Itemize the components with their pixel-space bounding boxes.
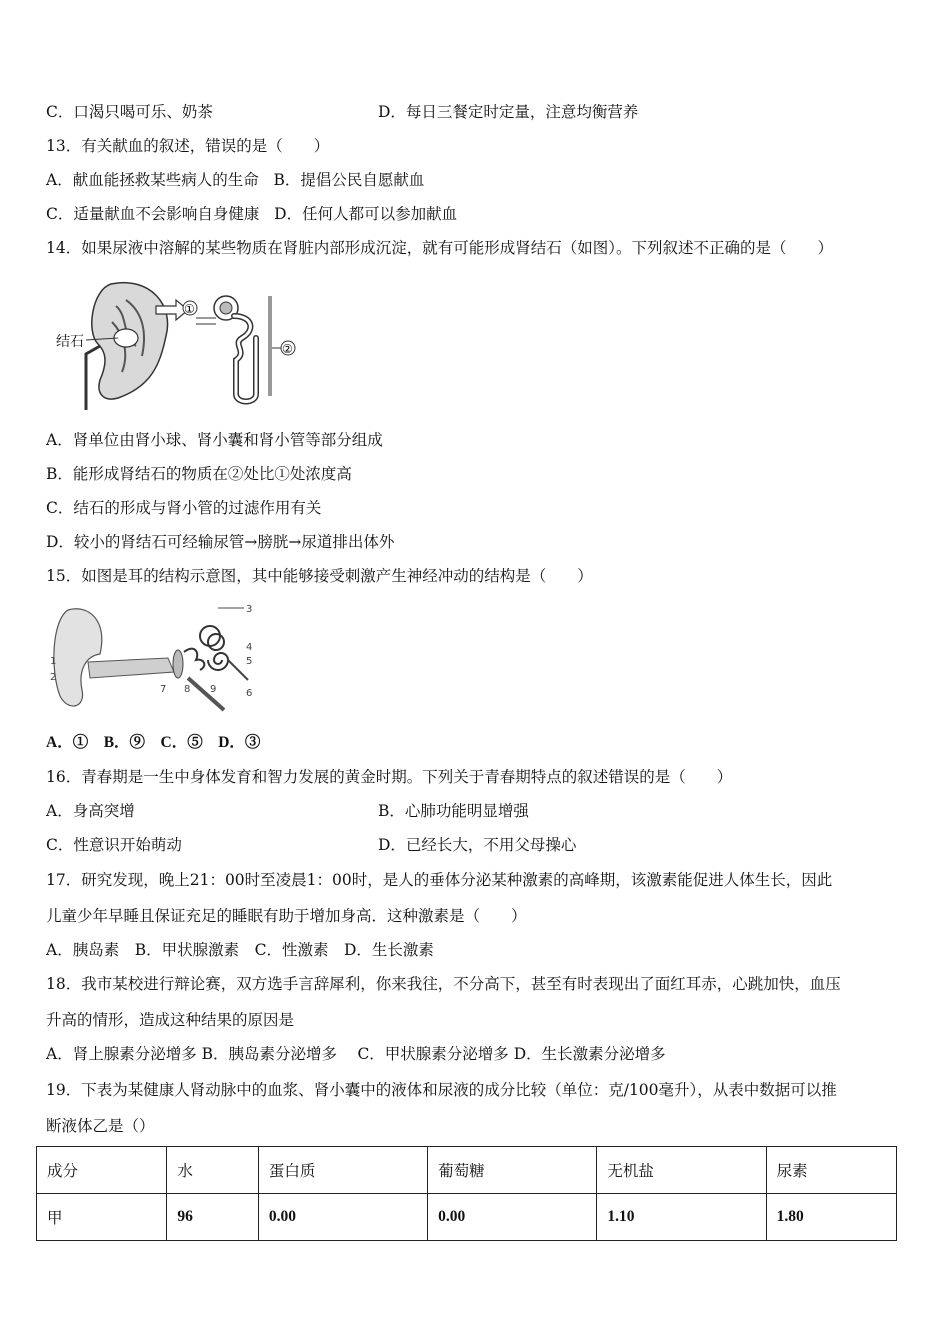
q16-option-d: D．已经长大，不用父母操心 bbox=[378, 836, 577, 854]
q12-option-c: C．口渴只喝可乐、奶茶 bbox=[46, 103, 213, 121]
cochlea bbox=[208, 653, 228, 670]
q18-options: A．肾上腺素分泌增多 B．胰岛素分泌增多 C．甲状腺素分泌增多 D．生长激素分泌增多 bbox=[46, 1045, 666, 1063]
ear-structure-figure bbox=[48, 600, 258, 716]
q16-option-row-2 bbox=[46, 835, 577, 855]
q15-options: A．① B．⑨ C．⑤ D．③ bbox=[46, 734, 261, 751]
eardrum bbox=[173, 650, 183, 678]
table-cell: 0.00 bbox=[428, 1194, 597, 1241]
q14-stem: 14．如果尿液中溶解的某些物质在肾脏内部形成沉淀，就有可能形成肾结石（如图）。下列叙述不正确的是（ ） bbox=[46, 239, 833, 257]
q17-options: A．胰岛素 B．甲状腺激素 C．性激素 D．生长激素 bbox=[46, 941, 434, 959]
q13-option-b: B．提倡公民自愿献血 bbox=[273, 171, 425, 189]
q13-option-c: C．适量献血不会影响自身健康 bbox=[46, 205, 260, 223]
table-header-cell: 水 bbox=[167, 1147, 259, 1194]
q14-option-a: A．肾单位由肾小球、肾小囊和肾小管等部分组成 bbox=[46, 431, 383, 449]
q19-stem-line-1: 19．下表为某健康人肾动脉中的血浆、肾小囊中的液体和尿液的成分比较（单位：克/100毫升），从表中数据可以推 bbox=[46, 1081, 837, 1099]
q13-option-a: A．献血能拯救某些病人的生命 bbox=[46, 171, 259, 189]
ear-label-2: 2 bbox=[50, 672, 57, 683]
q13-option-row-2 bbox=[46, 204, 457, 224]
q17-stem-line-1: 17．研究发现，晚上21：00时至凌晨1：00时，是人的垂体分泌某种激素的高峰期，该激素能促进人体生长，因此 bbox=[46, 871, 833, 889]
ear-label-8: 8 bbox=[184, 684, 191, 695]
ear-label-6: 6 bbox=[246, 688, 253, 699]
q13-option-d: D．任何人都可以参加献血 bbox=[274, 205, 458, 223]
table-header-cell: 蛋白质 bbox=[258, 1147, 427, 1194]
q14-option-b: B．能形成肾结石的物质在②处比①处浓度高 bbox=[46, 465, 352, 483]
table-cell: 96 bbox=[167, 1194, 259, 1241]
ear-label-4: 4 bbox=[246, 642, 253, 653]
q13-option-row-1 bbox=[46, 170, 424, 190]
q16-stem: 16．青春期是一生中身体发育和智力发展的黄金时期。下列关于青春期特点的叙述错误的是（ ） bbox=[46, 768, 733, 786]
q14-option-c: C．结石的形成与肾小管的过滤作用有关 bbox=[46, 499, 322, 517]
eustachian-tube bbox=[188, 678, 224, 710]
q18-stem-line-2: 升高的情形，造成这种结果的原因是 bbox=[46, 1011, 295, 1029]
ear-label-1: 1 bbox=[50, 656, 57, 667]
ureter bbox=[86, 346, 100, 410]
label-2: ② bbox=[282, 342, 293, 356]
table-header-cell: 葡萄糖 bbox=[428, 1147, 597, 1194]
kidney-nephron-figure bbox=[56, 276, 306, 410]
ear-label-7: 7 bbox=[160, 684, 167, 695]
table-header-row bbox=[37, 1147, 897, 1194]
ear-label-9: 9 bbox=[210, 684, 217, 695]
ear-label-5: 5 bbox=[246, 656, 253, 667]
q12-option-row bbox=[46, 102, 639, 122]
q16-option-row-1 bbox=[46, 801, 529, 821]
q16-option-a: A．身高突增 bbox=[46, 802, 135, 820]
q15-stem: 15．如图是耳的结构示意图，其中能够接受刺激产生神经冲动的结构是（ ） bbox=[46, 567, 593, 585]
q16-option-b: B．心肺功能明显增强 bbox=[378, 802, 529, 820]
ossicles bbox=[184, 649, 204, 670]
q14-option-d: D．较小的肾结石可经输尿管→膀胱→尿道排出体外 bbox=[46, 533, 395, 551]
label-1: ① bbox=[184, 302, 195, 316]
table-cell: 1.10 bbox=[597, 1194, 766, 1241]
table-cell: 1.80 bbox=[766, 1194, 896, 1241]
q19-stem-line-2: 断液体乙是（） bbox=[46, 1117, 155, 1135]
stone-label: 结石 bbox=[56, 334, 84, 350]
q12-option-d: D．每日三餐定时定量，注意均衡营养 bbox=[378, 103, 639, 121]
ear-canal bbox=[88, 658, 174, 678]
q19-composition-table bbox=[36, 1146, 897, 1241]
table-row bbox=[37, 1194, 897, 1241]
auditory-nerve bbox=[228, 660, 248, 680]
table-cell: 甲 bbox=[37, 1194, 167, 1241]
ear-label-3: 3 bbox=[246, 604, 253, 615]
table-cell: 0.00 bbox=[258, 1194, 427, 1241]
table-header-cell: 无机盐 bbox=[597, 1147, 766, 1194]
q18-stem-line-1: 18．我市某校进行辩论赛，双方选手言辞犀利，你来我往，不分高下，甚至有时表现出了面红耳赤，心跳加快，血压 bbox=[46, 975, 841, 993]
table-header-cell: 成分 bbox=[37, 1147, 167, 1194]
table-header-cell: 尿素 bbox=[766, 1147, 896, 1194]
q16-option-c: C．性意识开始萌动 bbox=[46, 836, 182, 854]
q13-stem: 13．有关献血的叙述，错误的是（ ） bbox=[46, 137, 330, 155]
outer-ear-shape bbox=[54, 609, 102, 706]
q17-stem-line-2: 儿童少年早睡且保证充足的睡眠有助于增加身高．这种激素是（ ） bbox=[46, 907, 527, 925]
